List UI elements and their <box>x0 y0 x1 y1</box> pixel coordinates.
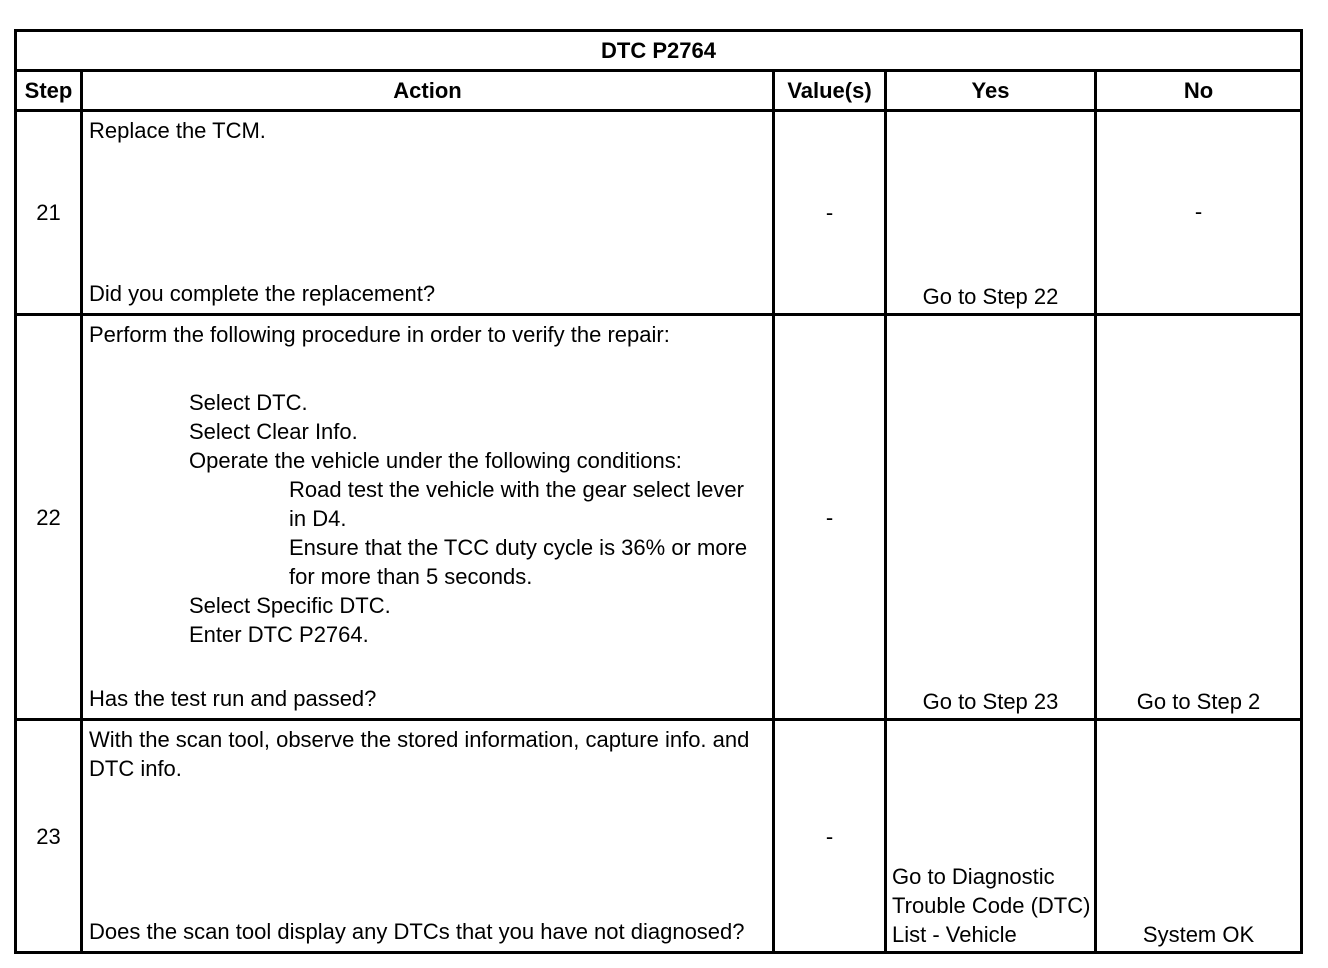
step-number: 21 <box>16 111 82 315</box>
action-text: Replace the TCM. <box>89 118 266 143</box>
table-row <box>16 720 1302 953</box>
procedure-step: Select Clear Info. <box>189 419 358 444</box>
action-question: Has the test run and passed? <box>89 686 377 711</box>
action-cell <box>82 720 774 953</box>
value-cell: - <box>774 315 886 720</box>
header-step: Step <box>16 71 82 111</box>
action-text: Perform the following procedure in order to verify the repair: <box>89 322 670 347</box>
procedure-list <box>89 388 766 649</box>
action-cell <box>82 315 774 720</box>
header-yes: Yes <box>886 71 1096 111</box>
header-no: No <box>1096 71 1302 111</box>
value-cell: - <box>774 720 886 953</box>
no-cell: - <box>1096 111 1302 315</box>
procedure-step: Operate the vehicle under the following conditions: <box>189 448 682 473</box>
procedure-substep: Road test the vehicle with the gear select lever in D4. <box>289 477 744 531</box>
title-row <box>16 31 1302 71</box>
step-number: 22 <box>16 315 82 720</box>
header-values: Value(s) <box>774 71 886 111</box>
header-action: Action <box>82 71 774 111</box>
action-question: Does the scan tool display any DTCs that you have not diagnosed? <box>89 919 745 944</box>
procedure-step: Select DTC. <box>189 390 308 415</box>
yes-cell: Go to Diagnostic Trouble Code (DTC) List - Vehicle <box>886 720 1096 953</box>
procedure-substep: Ensure that the TCC duty cycle is 36% or more for more than 5 seconds. <box>289 535 748 589</box>
yes-cell: Go to Step 23 <box>886 315 1096 720</box>
dtc-table <box>14 29 1303 954</box>
header-row <box>16 71 1302 111</box>
table-title: DTC P2764 <box>16 31 1302 71</box>
procedure-step: Enter DTC P2764. <box>189 622 369 647</box>
step-number: 23 <box>16 720 82 953</box>
yes-cell: Go to Step 22 <box>886 111 1096 315</box>
table-row <box>16 111 1302 315</box>
action-text: With the scan tool, observe the stored information, capture info. and DTC info. <box>89 727 750 781</box>
procedure-step: Select Specific DTC. <box>189 593 391 618</box>
no-cell: System OK <box>1096 720 1302 953</box>
action-cell <box>82 111 774 315</box>
table-row <box>16 315 1302 720</box>
no-cell: Go to Step 2 <box>1096 315 1302 720</box>
value-cell: - <box>774 111 886 315</box>
action-question: Did you complete the replacement? <box>89 281 436 306</box>
